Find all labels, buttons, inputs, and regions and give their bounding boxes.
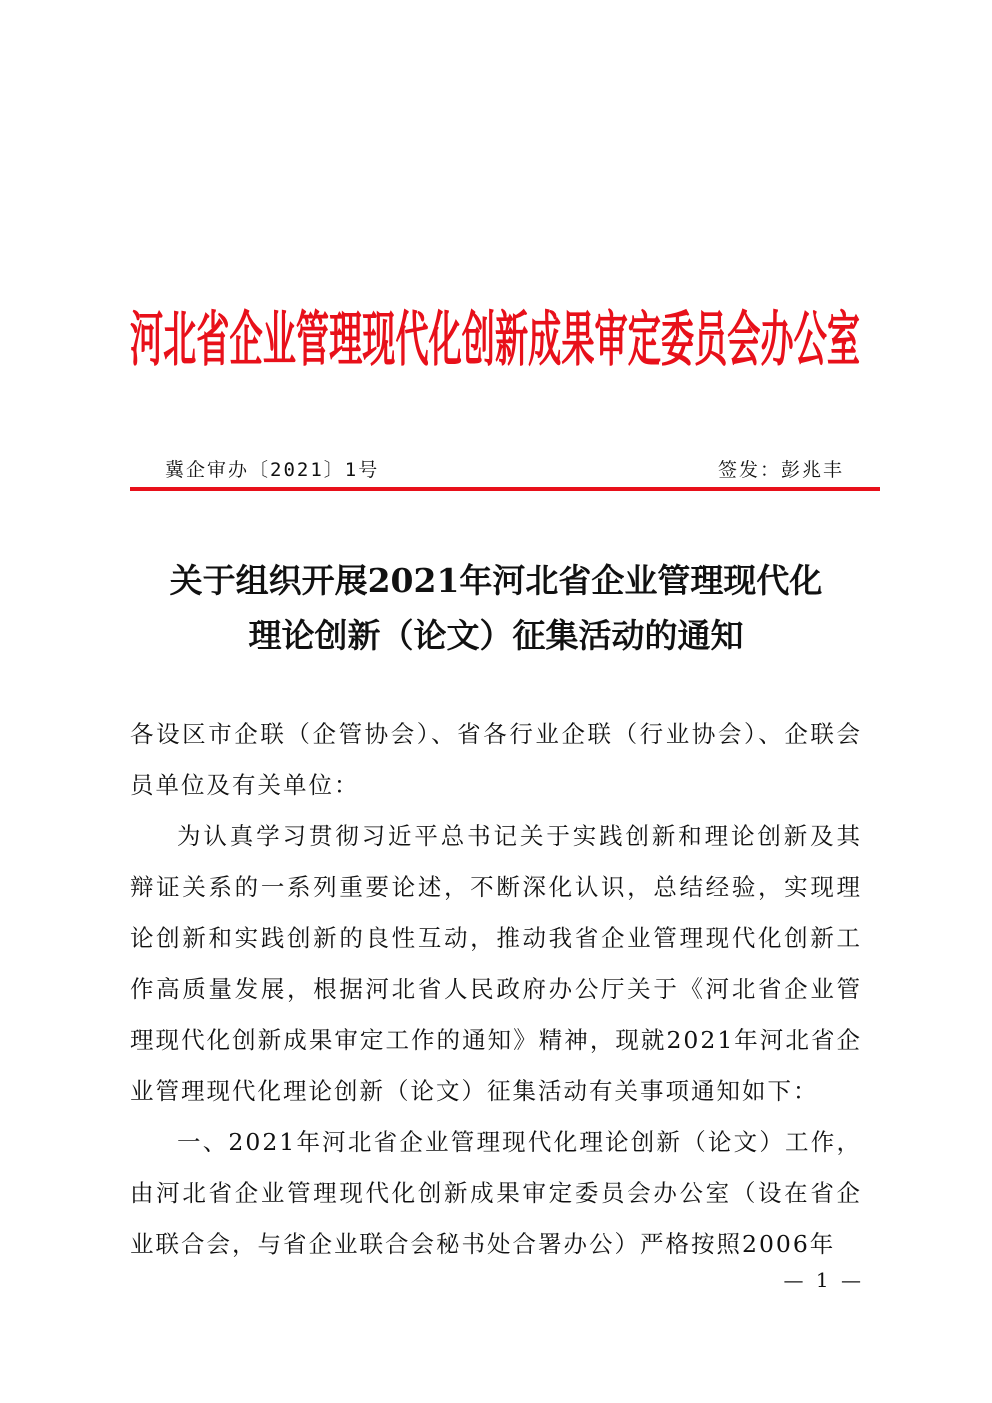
document-body xyxy=(130,709,862,1270)
document-title-line-2: 理论创新（论文）征集活动的通知 xyxy=(248,616,744,655)
page-number: — 1 — xyxy=(783,1268,864,1292)
document-number: 冀企审办〔2021〕1号 xyxy=(165,459,380,481)
document-title-line-1: 关于组织开展2021年河北省企业管理现代化 xyxy=(169,561,823,600)
body-paragraph-2: 一、2021年河北省企业管理现代化理论创新（论文）工作，由河北省企业管理现代化创新成果审定委员会办公室（设在省企业联合会，与省企业联合会秘书处合署办公）严格按照2006年 xyxy=(130,1128,862,1258)
red-separator-rule xyxy=(130,487,880,491)
salutation: 各设区市企联（企管协会）、省各行业企联（行业协会）、企联会员单位及有关单位： xyxy=(130,720,862,799)
body-paragraph-1: 为认真学习贯彻习近平总书记关于实践创新和理论创新及其辩证关系的一系列重要论述，不断深化认识，总结经验，实现理论创新和实践创新的良性互动，推动我省企业管理现代化创新工作高质量发展，根据河北省人民政府办公厅关于《河北省企业管理现代化创新成果审定工作的通知》精神，现就2021年河北省企业管理现代化理论创新（论文）征集活动有关事项通知如下： xyxy=(130,822,862,1105)
signer: 签发：彭兆丰 xyxy=(717,459,844,481)
document-title xyxy=(110,553,882,663)
issuing-organization-masthead: 河北省企业管理现代化创新成果审定委员会办公室 xyxy=(130,305,860,376)
